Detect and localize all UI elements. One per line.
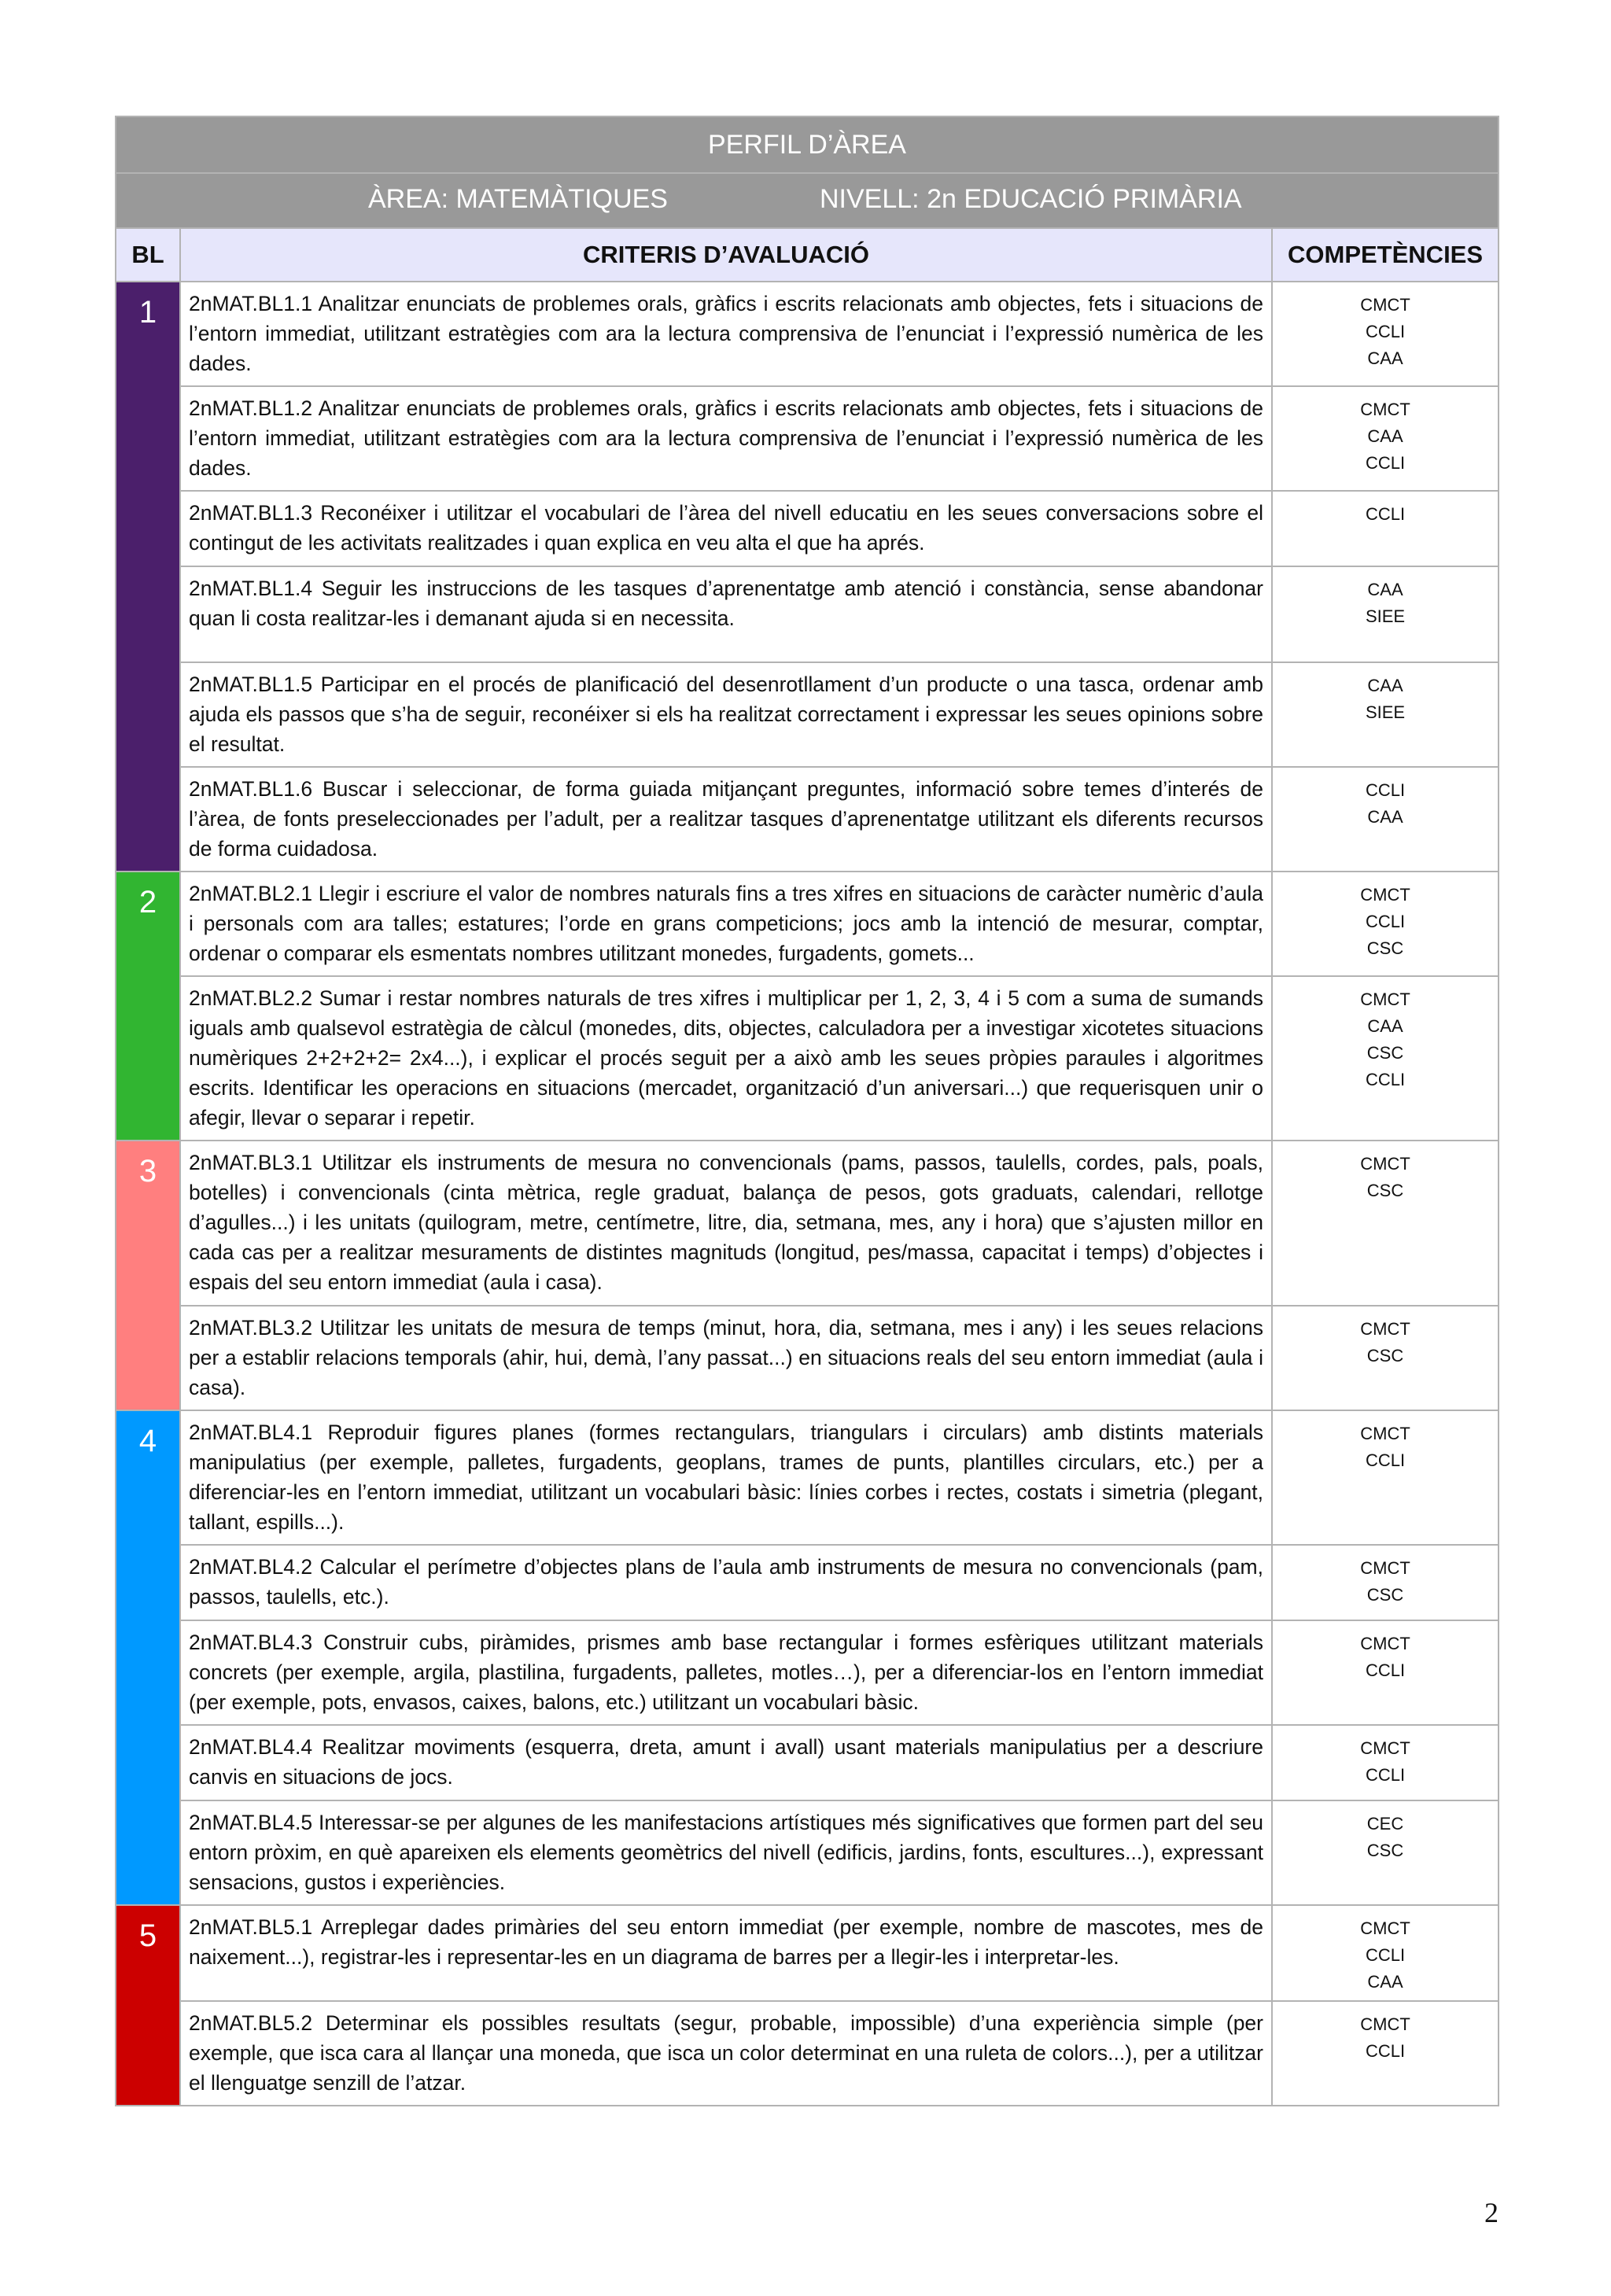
- area-label: ÀREA: MATEMÀTIQUES: [368, 184, 668, 214]
- table-row: [116, 1620, 1499, 1725]
- block-number-5: 5: [116, 1905, 180, 2106]
- criterion-text: 2nMAT.BL1.5 Participar en el procés de planificació del desenrotllament d’un producte o una tasca, ordenar amb ajuda els passos que s’ha de seguir, reconéixer si els ha realitzat correctament i expressar les seues opinions sobre el resultat.: [180, 662, 1272, 767]
- column-header-criteria: CRITERIS D’AVALUACIÓ: [180, 228, 1272, 282]
- block-number-1: 1: [116, 282, 180, 872]
- competence-code: CMCT: [1360, 295, 1410, 315]
- table-row: [116, 1141, 1499, 1306]
- competence-code: CMCT: [1360, 1558, 1410, 1578]
- competences-cell: [1272, 386, 1499, 491]
- competence-code: CMCT: [1360, 1738, 1410, 1758]
- competence-code: CCLI: [1365, 453, 1406, 473]
- competence-code: CAA: [1367, 348, 1403, 368]
- table-row: [116, 386, 1499, 491]
- table-row: [116, 1545, 1499, 1620]
- table-row: [116, 1905, 1499, 2001]
- competence-code: CAA: [1367, 676, 1403, 695]
- criterion-text: 2nMAT.BL1.1 Analitzar enunciats de problemes orals, gràfics i escrits relacionats amb objectes, fets i situacions de l’entorn immediat, utilitzant estratègies com ara la lectura comprensiva de l’enunciat i l’expressió numèrica de les dades.: [180, 282, 1272, 386]
- competence-code: CMCT: [1360, 1918, 1410, 1938]
- competence-code: CMCT: [1360, 400, 1410, 419]
- criterion-text: 2nMAT.BL1.3 Reconéixer i utilitzar el vocabulari de l’àrea del nivell educatiu en les seues conversacions sobre el contingut de les activitats realitzades i quan explica en veu alta el que ha aprés.: [180, 491, 1272, 566]
- table-row: [116, 566, 1499, 662]
- competences-cell: [1272, 282, 1499, 386]
- competence-code: CAA: [1367, 1972, 1403, 1992]
- column-header-bl: BL: [116, 228, 180, 282]
- competences-cell: [1272, 1905, 1499, 2001]
- criterion-text: 2nMAT.BL3.1 Utilitzar els instruments de mesura no convencionals (pams, passos, taulells, cordes, pals, poals, botelles) i convencionals (cinta mètrica, regle graduat, balança de pesos, gots graduats, calendari, rellotge d’agulles...) i les unitats (quilogram, metre, centímetre, litre, dia, setmana, mes, any i hora) que s’ajusten millor en cada cas per a realitzar mesuraments de distintes magnituds (longitud, pes/massa, capacitat i temps) d’objectes i espais del seu entorn immediat (aula i casa).: [180, 1141, 1272, 1306]
- competence-code: CSC: [1366, 1585, 1404, 1605]
- competence-code: CSC: [1366, 1181, 1404, 1200]
- table-row: [116, 1306, 1499, 1410]
- table-row: [116, 2001, 1499, 2106]
- competence-code: CEC: [1366, 1814, 1404, 1833]
- competences-cell: [1272, 767, 1499, 872]
- table-row: [116, 1410, 1499, 1545]
- competences-cell: [1272, 1410, 1499, 1545]
- table-row: [116, 1800, 1499, 1905]
- competences-cell: [1272, 662, 1499, 767]
- competences-cell: [1272, 1725, 1499, 1800]
- criteria-rows: [116, 282, 1499, 2106]
- competence-code: CAA: [1367, 580, 1403, 599]
- competence-code: CCLI: [1365, 1660, 1406, 1680]
- competence-code: CSC: [1366, 1841, 1404, 1860]
- competences-cell: [1272, 566, 1499, 662]
- criterion-text: 2nMAT.BL1.2 Analitzar enunciats de problemes orals, gràfics i escrits relacionats amb objectes, fets i situacions de l’entorn immediat, utilitzant estratègies com ara la lectura comprensiva de l’enunciat i l’expressió numèrica de les dades.: [180, 386, 1272, 491]
- competence-code: SIEE: [1365, 606, 1406, 626]
- column-header-competences: COMPETÈNCIES: [1272, 228, 1499, 282]
- competence-code: CCLI: [1365, 912, 1406, 931]
- table-row: [116, 491, 1499, 566]
- competence-code: CMCT: [1360, 2014, 1410, 2034]
- competences-cell: [1272, 1800, 1499, 1905]
- competence-code: CMCT: [1360, 885, 1410, 905]
- block-number-4: 4: [116, 1410, 180, 1905]
- competence-code: CMCT: [1360, 1319, 1410, 1339]
- competences-cell: [1272, 1306, 1499, 1410]
- competence-code: CCLI: [1365, 1070, 1406, 1089]
- block-number-2: 2: [116, 872, 180, 1141]
- competences-cell: [1272, 2001, 1499, 2106]
- level-label: NIVELL: 2n EDUCACIÓ PRIMÀRIA: [820, 184, 1242, 214]
- competence-code: CCLI: [1365, 780, 1406, 800]
- block-number-3: 3: [116, 1141, 180, 1410]
- competence-code: CAA: [1367, 807, 1403, 827]
- competences-cell: [1272, 872, 1499, 976]
- table-row: [116, 662, 1499, 767]
- competence-code: CCLI: [1365, 1450, 1406, 1470]
- competence-code: CMCT: [1360, 1424, 1410, 1443]
- competence-code: CSC: [1366, 1043, 1404, 1063]
- table-title: PERFIL D’ÀREA: [116, 116, 1499, 173]
- criterion-text: 2nMAT.BL4.2 Calcular el perímetre d’objectes plans de l’aula amb instruments de mesura no convencionals (pam, passos, taulells, etc.).: [180, 1545, 1272, 1620]
- competence-code: CCLI: [1365, 1945, 1406, 1965]
- criterion-text: 2nMAT.BL4.4 Realitzar moviments (esquerra, dreta, amunt i avall) usant materials manipulatius per a descriure canvis en situacions de jocs.: [180, 1725, 1272, 1800]
- criterion-text: 2nMAT.BL4.1 Reproduir figures planes (formes rectangulars, triangulars i circulars) amb distints materials manipulatius (per exemple, palletes, furgadents, geoplans, trames de punts, plantilles circulars, etc.) per a diferenciar-les en l’entorn immediat, utilitzant un vocabulari bàsic: línies corbes i rectes, costats i simetria (plegant, tallant, espills...).: [180, 1410, 1272, 1545]
- page-number: 2: [1484, 2197, 1499, 2228]
- criterion-text: 2nMAT.BL2.2 Sumar i restar nombres naturals de tres xifres i multiplicar per 1, 2, 3, 4 i 5 com a suma de sumands iguals amb qualsevol estratègia de càlcul (monedes, dits, objectes, calculadora per a investigar xicotetes situacions numèriques 2+2+2+2= 2x4...), i explicar el procés seguit per a això amb les seues pròpies paraules i algoritmes escrits. Identificar les operacions en situacions (mercadet, organització d’un aniversari...) que requerisquen unir o afegir, llevar o separar i repetir.: [180, 976, 1272, 1141]
- competences-cell: [1272, 491, 1499, 566]
- competences-cell: [1272, 976, 1499, 1141]
- competence-code: CMCT: [1360, 1634, 1410, 1653]
- competence-code: CCLI: [1365, 1765, 1406, 1785]
- competence-code: CMCT: [1360, 990, 1410, 1009]
- table-row: [116, 1725, 1499, 1800]
- competence-code: CCLI: [1365, 504, 1406, 524]
- competence-code: CAA: [1367, 1016, 1403, 1036]
- criterion-text: 2nMAT.BL1.4 Seguir les instruccions de les tasques d’aprenentatge amb atenció i constància, sense abandonar quan li costa realitzar-les i demanant ajuda si en necessita.: [180, 566, 1272, 662]
- competence-code: CSC: [1366, 1346, 1404, 1365]
- criterion-text: 2nMAT.BL3.2 Utilitzar les unitats de mesura de temps (minut, hora, dia, setmana, mes i any) i les seues relacions per a establir relacions temporals (ahir, hui, demà, l’any passat...) en situacions reals del seu entorn immediat (aula i casa).: [180, 1306, 1272, 1410]
- area-level-header: [116, 173, 1499, 228]
- competences-cell: [1272, 1141, 1499, 1306]
- criterion-text: 2nMAT.BL2.1 Llegir i escriure el valor de nombres naturals fins a tres xifres en situacions de caràcter numèric d’aula i personals com ara talles; estatures; l’orde en grans competicions; jocs amb la intenció de mesurar, comptar, ordenar o comparar els esmentats nombres utilitzant monedes, furgadents, gomets...: [180, 872, 1272, 976]
- criterion-text: 2nMAT.BL5.1 Arreplegar dades primàries del seu entorn immediat (per exemple, nombre de mascotes, mes de naixement...), registrar-les i representar-les en un diagrama de barres per a llegir-les i interpretar-les.: [180, 1905, 1272, 2001]
- competences-cell: [1272, 1545, 1499, 1620]
- criterion-text: 2nMAT.BL4.5 Interessar-se per algunes de les manifestacions artístiques més significatives que formen part del seu entorn pròxim, en què apareixen els elements geomètrics del nivell (edificis, jardins, fonts, escultures...), expressant sensacions, gustos i experiències.: [180, 1800, 1272, 1905]
- criterion-text: 2nMAT.BL4.3 Construir cubs, piràmides, prismes amb base rectangular i formes esfèriques utilitzant materials concrets (per exemple, argila, plastilina, furgadents, palletes, motles…), per a diferenciar-los en l’entorn immediat (per exemple, pots, envasos, caixes, balons, etc.) utilitzant un vocabulari bàsic.: [180, 1620, 1272, 1725]
- competences-cell: [1272, 1620, 1499, 1725]
- criterion-text: 2nMAT.BL1.6 Buscar i seleccionar, de forma guiada mitjançant preguntes, informació sobre temes d’interés de l’àrea, de fonts preseleccionades per l’adult, per a realitzar tasques d’aprenentatge utilitzant els diferents recursos de forma cuidadosa.: [180, 767, 1272, 872]
- table-row: [116, 767, 1499, 872]
- competence-code: CCLI: [1365, 2041, 1406, 2061]
- competence-code: CCLI: [1365, 322, 1406, 341]
- competence-code: CSC: [1366, 938, 1404, 958]
- table-row: [116, 872, 1499, 976]
- competence-code: CMCT: [1360, 1154, 1410, 1174]
- criterion-text: 2nMAT.BL5.2 Determinar els possibles resultats (segur, probable, impossible) d’una experiència simple (per exemple, que isca cara al llançar una moneda, que isca un color determinat en una ruleta de colors...), per a utilitzar el llenguatge senzill de l’atzar.: [180, 2001, 1272, 2106]
- table-row: [116, 282, 1499, 386]
- competence-code: SIEE: [1365, 702, 1406, 722]
- competence-code: CAA: [1367, 426, 1403, 446]
- area-profile-table: [115, 116, 1499, 2106]
- table-row: [116, 976, 1499, 1141]
